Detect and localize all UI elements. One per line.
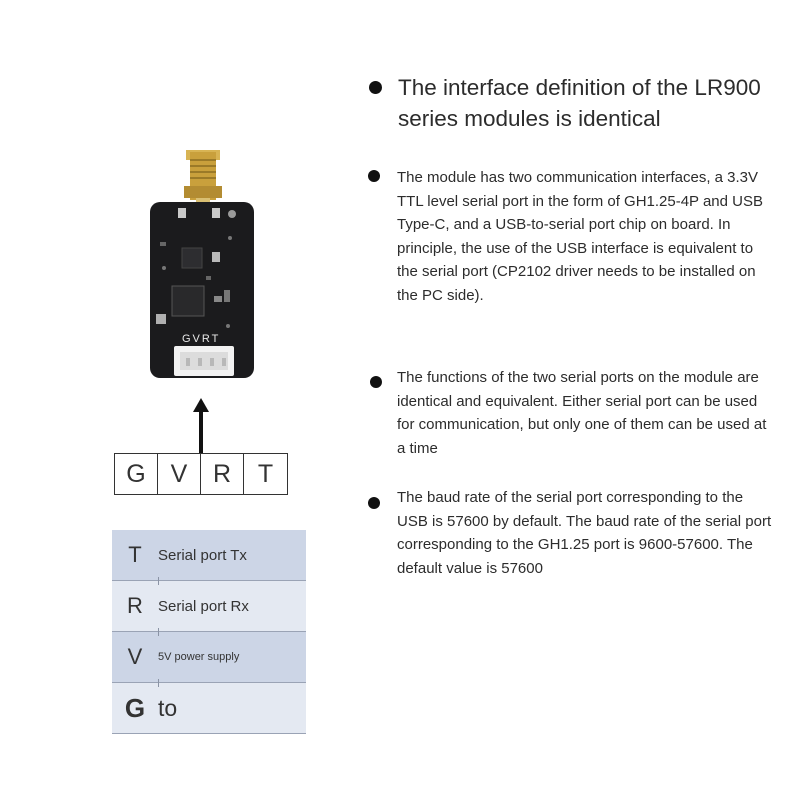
lr900-module-image [120,130,260,390]
pin-description: Serial port Rx [158,597,249,615]
section-heading: The interface definition of the LR900 series modules is identical [398,75,761,131]
pin-letter: R [127,593,143,618]
pin-strip-cell: V [158,454,201,494]
bullet-icon [369,81,382,94]
paragraph-interfaces: The module has two communication interfaces, a 3.3V TTL level serial port in the form of GH1.25-4P and USB Type-C, and a USB-to-serial port chip on board. In principle, the use of the USB interface is equivalent to the serial port (CP2102 driver needs to be installed on the PC side). [397,169,763,304]
pin-description: to [158,694,178,721]
bullet-icon [368,170,380,182]
pin-description: 5V power supply [158,651,240,663]
pin-definition-table [112,530,306,734]
pin-strip [114,453,288,495]
pin-description: Serial port Tx [158,546,247,564]
paragraph-baud-rate: The baud rate of the serial port corresponding to the USB is 57600 by default. The baud rate of the serial port corresponding to the GH1.25 port is 9600-57600. The default value is 57600 [397,489,772,577]
pin-letter: T [128,542,142,567]
bullet-icon [370,376,382,388]
pin-strip-cell: R [201,454,244,494]
silkscreen-label: GVRT [182,333,221,345]
paragraph-serial-ports: The functions of the two serial ports on the module are identical and equivalent. Either serial port can be used for communication, but only one of them can be used at a time [397,369,767,457]
table-row [112,683,306,734]
table-row [112,632,306,683]
pin-strip-cell: T [257,459,274,488]
table-row [112,581,306,632]
arrow-shaft [199,410,203,454]
bullet-icon [368,497,380,509]
pin-strip-cell: G [115,454,158,494]
pin-letter: V [127,644,143,669]
table-row [112,530,306,581]
pin-letter: G [124,692,146,723]
